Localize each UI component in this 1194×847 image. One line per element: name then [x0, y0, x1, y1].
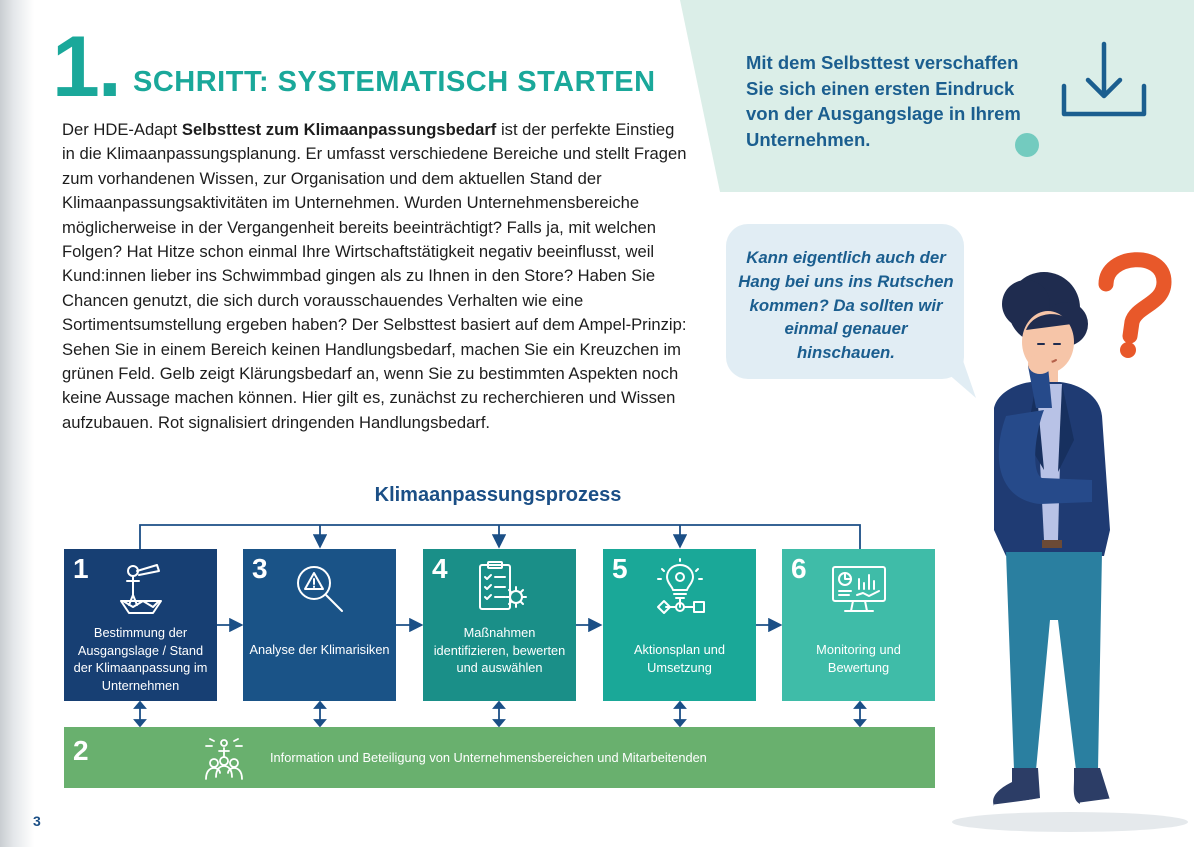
page-edge-shadow: [0, 0, 34, 847]
download-icon[interactable]: [1060, 40, 1150, 120]
step-4-label: Maßnahmen identifizieren, bewerten und auswählen: [433, 625, 566, 675]
selbsttest-emphasis: Selbsttest zum Klimaanpassungsbedarf: [181, 120, 497, 139]
monitor-chart-icon: [827, 557, 891, 621]
step-6-label: Monitoring und Bewertung: [816, 642, 901, 675]
process-step-2-info-bar: [64, 727, 935, 788]
step-3-label: Analyse der Klimarisiken: [249, 642, 390, 657]
diagram-title: Klimaanpassungsprozess: [374, 484, 622, 506]
page-number: 3: [33, 813, 41, 829]
lightbulb-flow-icon: [648, 557, 712, 621]
step-4-number: 4: [432, 553, 448, 584]
people-group-icon: [200, 737, 248, 781]
step-2-number: 2: [73, 735, 89, 766]
body-text-part2: ist der perfekte Einstieg in die Klimaanpassungsplanung. Er umfasst verschiedene Bereiche und stellt Fragen zum vorhandenen Wissen, zur Organisation und dem aktuellen Stand der Klimaanpassungsaktivitäten im Unternehmen. Wurden Unternehmensbereiche möglicherweise in der Vergangenheit bereits beeinträchtigt? Falls ja, mit welchen Folgen? Hat Hitze schon einmal Ihre Wirtschaftstätigkeit negativ beeinflusst, weil Kund:innen lieber ins Schwimmbad gingen als zu Ihnen in den Store? Haben Sie Chancen genutzt, die sich durch vorausschauendes Verhalten wie eine Sortimentsumstellung ergeben haben? Der Selbsttest basiert auf dem Ampel-Prinzip: Sehen Sie in einem Bereich keinen Handlungsbedarf, machen Sie ein Kreuzchen im grünen Feld. Gelb zeigt Klärungsbedarf an, wenn Sie zu bestimmten Aspekten noch keine Aussage machen können. Hier gilt es, zunächst zu recherchieren und Wissen aufzubauen. Rot signalisiert dringenden Handlungsbedarf.: [62, 120, 687, 432]
checklist-gear-icon: [468, 557, 532, 621]
step-5-number: 5: [612, 553, 628, 584]
thinking-person-illustration: [940, 240, 1194, 840]
process-step-4: [423, 549, 576, 701]
step-1-label: Bestimmung der Ausgangslage / Stand der Klimaanpassung im Unternehmen: [73, 625, 208, 693]
info-bar-label: Information und Beteiligung von Unternehmensbereichen und Mitarbeitenden: [270, 750, 707, 765]
magnifier-warning-icon: [288, 557, 352, 621]
person-telescope-boat-icon: [109, 557, 173, 621]
step-3-number: 3: [252, 553, 268, 584]
process-step-3: [243, 549, 396, 701]
speech-text: Kann eigentlich auch der Hang bei uns ins Rutschen kommen? Da sollten wir einmal genauer hinschauen.: [738, 248, 954, 363]
step-5-label: Aktionsplan und Umsetzung: [633, 642, 726, 675]
step-title: SCHRITT: SYSTEMATISCH STARTEN: [133, 66, 656, 98]
process-step-6: [782, 549, 935, 701]
process-step-1: [64, 549, 217, 701]
process-step-5: [603, 549, 756, 701]
decorative-dot: [1015, 133, 1039, 157]
step-6-number: 6: [791, 553, 807, 584]
step-1-number: 1: [73, 553, 89, 584]
body-text-part1: Der HDE-Adapt: [62, 120, 182, 139]
callout-text: Mit dem Selbsttest verschaffen Sie sich einen ersten Eindruck von der Ausgangslage in Ihrem Unternehmen.: [746, 52, 1021, 150]
body-paragraph: [62, 118, 687, 435]
step-number: 1.: [52, 19, 120, 115]
